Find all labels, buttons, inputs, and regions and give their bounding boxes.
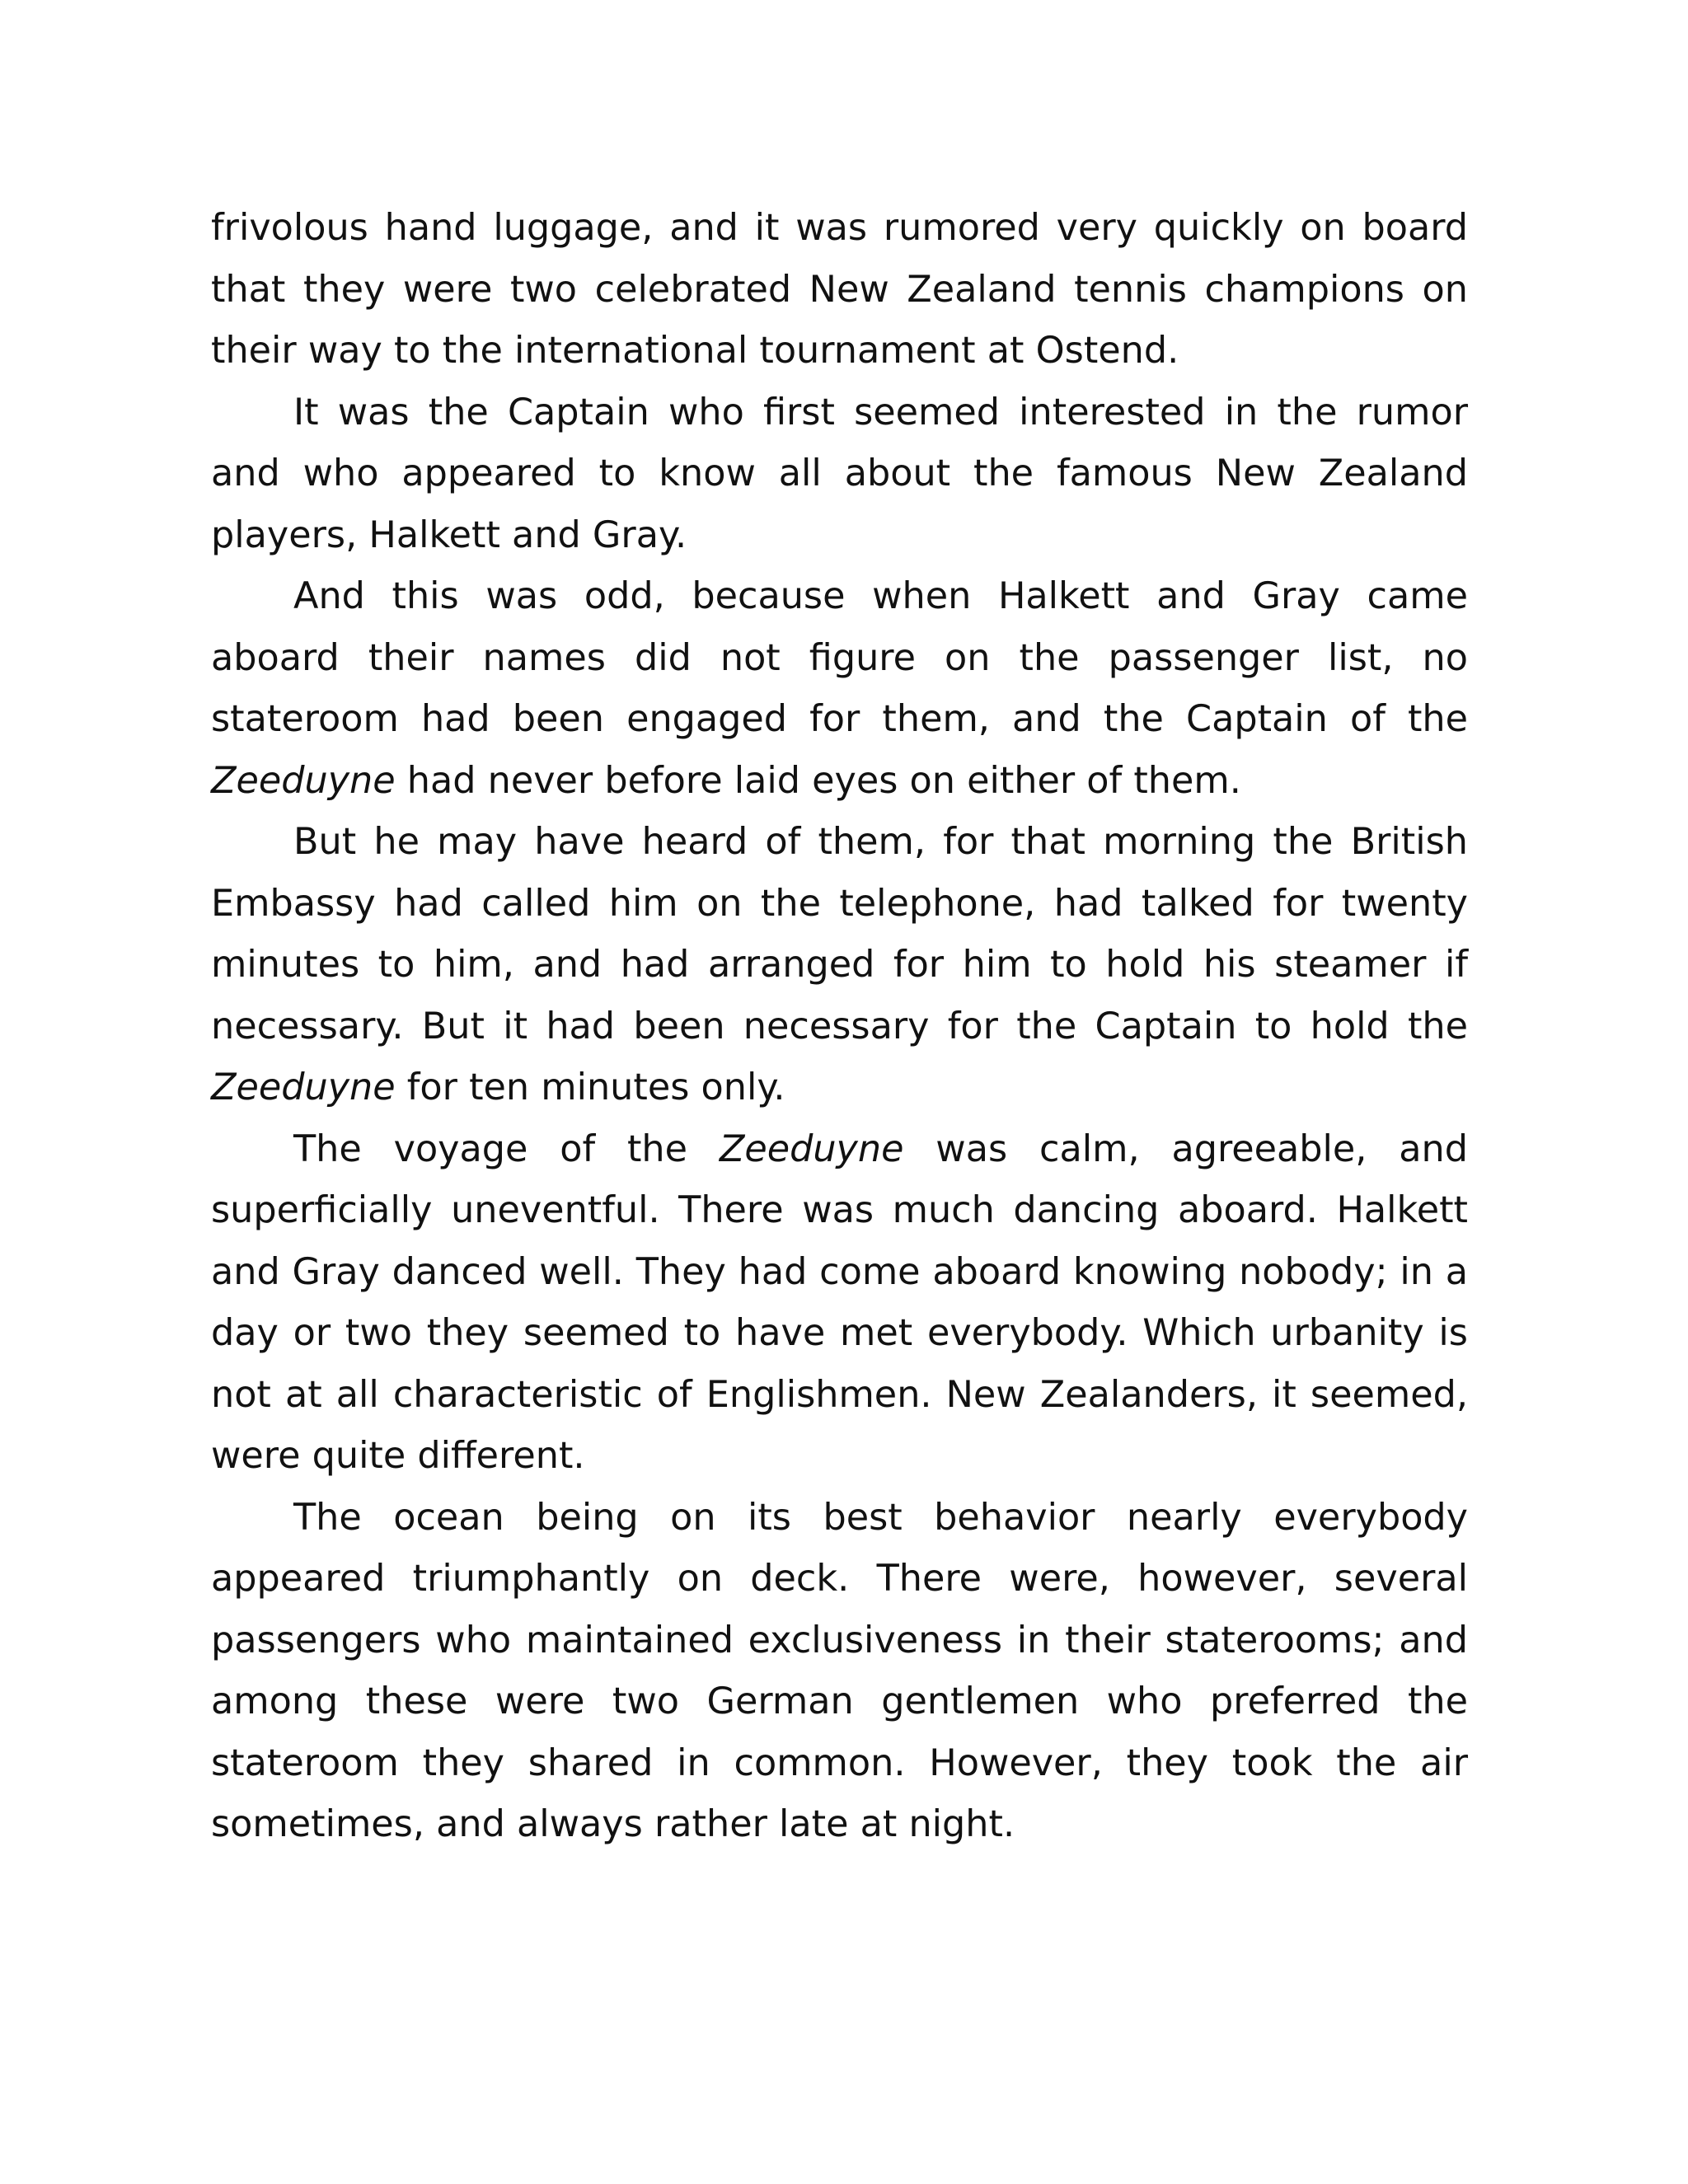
paragraph-1-text: frivolous hand luggage, and it was rumored very quickly on board that they were two celebrated New Zealand tennis champions on their way to the international tournament at Ostend. (211, 207, 1468, 372)
paragraph-2 (211, 382, 1468, 567)
paragraph-3-text-a: And this was odd, because when Halkett and Gray came aboard their names did not figure on the passenger list, no stateroom had been engaged for them, and the Captain of the (211, 575, 1468, 740)
paragraph-6 (211, 1488, 1468, 1856)
body-text (211, 198, 1468, 1856)
paragraph-1 (211, 198, 1468, 382)
ship-name-italic: Zeeduyne (211, 1066, 396, 1108)
paragraph-3 (211, 566, 1468, 812)
paragraph-4-text-b: for ten minutes only. (395, 1066, 785, 1108)
ship-name-italic: Zeeduyne (211, 759, 396, 802)
paragraph-4-text-a: But he may have heard of them, for that morning the British Embassy had called him on the telephone, had talked for twenty minutes to him, and had arranged for him to hold his steamer if necessary. But it had been necessary for the Captain to hold the (211, 821, 1468, 1047)
paragraph-5-text-b: was calm, agreeable, and superficially uneventful. There was much dancing aboard. Halkett and Gray danced well. They had come aboard knowing nobody; in a day or two they seemed to have met everybody. Which urbanity is not at all characteristic of Englishmen. New Zealanders, it seemed, were quite different. (211, 1127, 1468, 1477)
paragraph-6-text: The ocean being on its best behavior nearly everybody appeared triumphantly on deck. There were, however, several passengers who maintained exclusiveness in their staterooms; and among these were two German gentlemen who preferred the stateroom they shared in common. However, they took the air sometimes, and always rather late at night. (211, 1496, 1468, 1845)
paragraph-2-text: It was the Captain who first seemed interested in the rumor and who appeared to know all about the famous New Zealand players, Halkett and Gray. (211, 391, 1468, 556)
paragraph-4 (211, 812, 1468, 1119)
paragraph-5-text-a: The voyage of the (293, 1127, 720, 1170)
paragraph-3-text-b: had never before laid eyes on either of them. (395, 759, 1241, 802)
paragraph-5 (211, 1119, 1468, 1488)
ship-name-italic: Zeeduyne (719, 1127, 904, 1170)
